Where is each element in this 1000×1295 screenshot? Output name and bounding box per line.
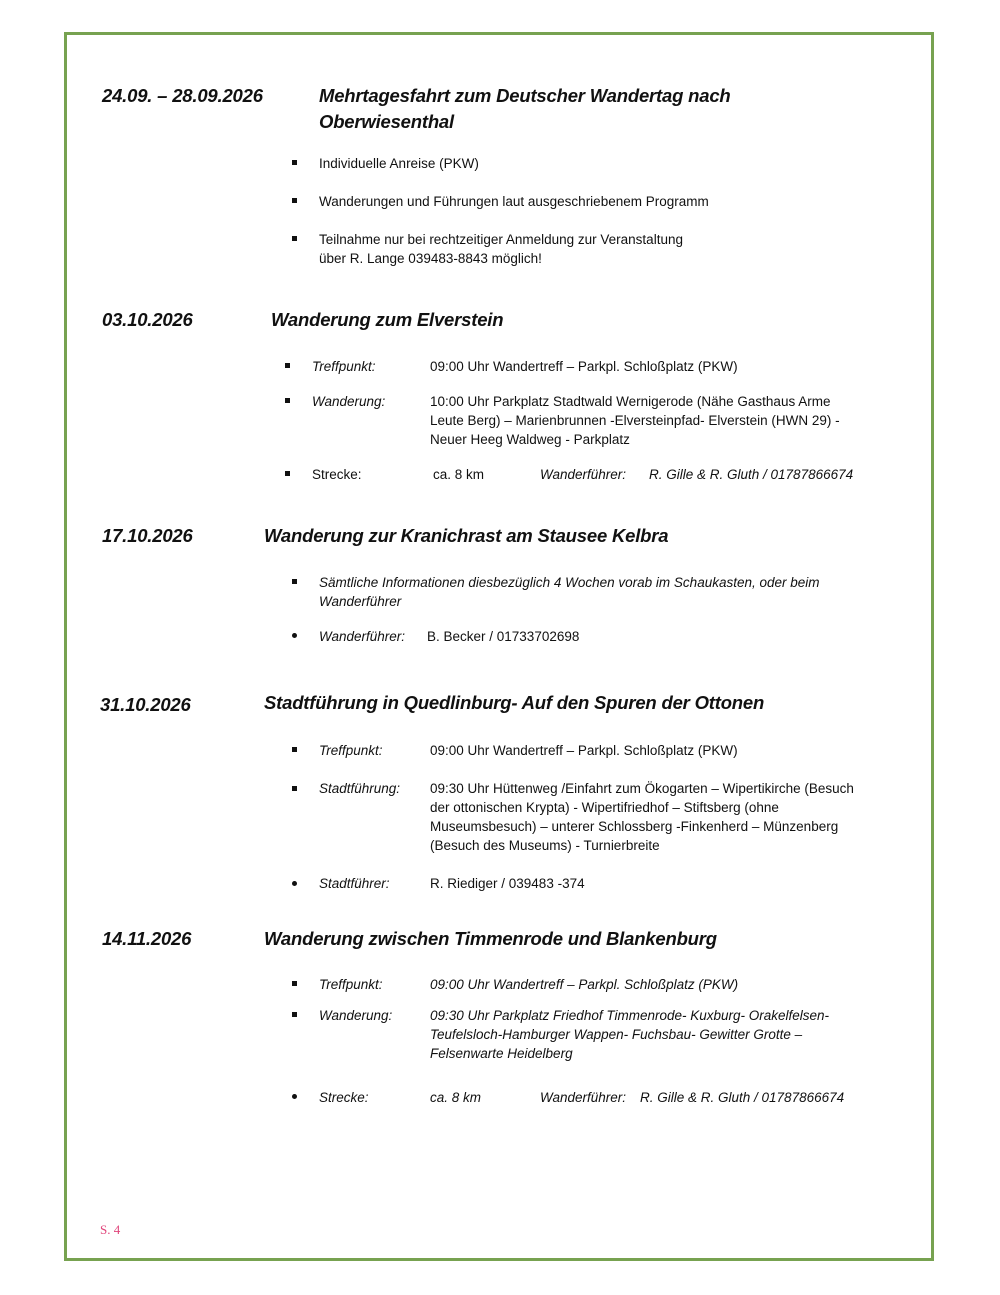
item-label: Stadtführer: (319, 876, 390, 891)
item-value: 09:00 Uhr Wandertreff – Parkpl. Schloßplatz (PKW) (430, 359, 738, 374)
event-title: Stadtführung in Quedlinburg- Auf den Spuren der Ottonen (264, 692, 765, 713)
event-date: 24.09. – 28.09.2026 (102, 85, 263, 106)
square-bullet-icon (292, 198, 297, 203)
page-number: S. 4 (100, 1222, 121, 1237)
list-item: Individuelle Anreise (PKW) (319, 156, 479, 171)
guide-label: Wanderführer: (540, 467, 627, 482)
event-title-continued: Oberwiesenthal (319, 111, 454, 132)
item-value: ca. 8 km (430, 1090, 482, 1105)
item-label: Wanderführer: (319, 629, 406, 644)
item-value: 09:00 Uhr Wandertreff – Parkpl. Schloßplatz (PKW) (430, 743, 738, 758)
item-value: (Besuch des Museums) - Turnierbreite (430, 838, 660, 853)
square-bullet-icon (292, 786, 297, 791)
item-value: B. Becker / 01733702698 (427, 629, 580, 644)
round-bullet-icon (292, 1094, 297, 1099)
round-bullet-icon (292, 881, 297, 886)
square-bullet-icon (292, 747, 297, 752)
item-value: 10:00 Uhr Parkplatz Stadtwald Wernigerode (Nähe Gasthaus Arme (430, 394, 831, 409)
list-item-continued: Wanderführer (319, 594, 402, 609)
event-date: 17.10.2026 (102, 525, 193, 546)
guide-value: R. Gille & R. Gluth / 01787866674 (640, 1090, 845, 1105)
list-item: Wanderungen und Führungen laut ausgeschriebenem Programm (319, 194, 709, 209)
guide-label: Wanderführer: (540, 1090, 627, 1105)
event-title: Wanderung zum Elverstein (271, 309, 504, 330)
item-value: 09:00 Uhr Wandertreff – Parkpl. Schloßplatz (PKW) (430, 977, 739, 992)
square-bullet-icon (292, 236, 297, 241)
square-bullet-icon (285, 398, 290, 403)
item-value: Neuer Heeg Waldweg - Parkplatz (430, 432, 630, 447)
round-bullet-icon (292, 633, 297, 638)
item-value: Leute Berg) – Marienbrunnen -Elversteinpfad- Elverstein (HWN 29) - (430, 413, 840, 428)
item-value: der ottonischen Krypta) - Wipertifriedhof – Stiftsberg (ohne (430, 800, 779, 815)
item-value: R. Riediger / 039483 -374 (430, 876, 585, 891)
event-date: 03.10.2026 (102, 309, 193, 330)
item-label: Wanderung: (312, 394, 386, 409)
item-value: 09:30 Uhr Parkplatz Friedhof Timmenrode- Kuxburg- Orakelfelsen- (430, 1008, 830, 1023)
item-label: Treffpunkt: (319, 977, 383, 992)
list-item: Sämtliche Informationen diesbezüglich 4 Wochen vorab im Schaukasten, oder beim (319, 575, 820, 590)
item-value: Teufelsloch-Hamburger Wappen- Fuchsbau- Gewitter Grotte – (430, 1027, 803, 1042)
item-label: Treffpunkt: (312, 359, 376, 374)
event-title: Wanderung zwischen Timmenrode und Blankenburg (264, 928, 717, 949)
item-value: 09:30 Uhr Hüttenweg /Einfahrt zum Ökogarten – Wipertikirche (Besuch (430, 781, 854, 796)
item-label: Wanderung: (319, 1008, 393, 1023)
square-bullet-icon (285, 471, 290, 476)
square-bullet-icon (292, 579, 297, 584)
event-date: 14.11.2026 (102, 928, 192, 949)
item-value: Felsenwarte Heidelberg (430, 1046, 573, 1061)
list-item-continued: über R. Lange 039483-8843 möglich! (319, 251, 542, 266)
item-label: Treffpunkt: (319, 743, 383, 758)
item-label: Stadtführung: (319, 781, 401, 796)
event-title: Mehrtagesfahrt zum Deutscher Wandertag nach (319, 85, 731, 106)
square-bullet-icon (292, 981, 297, 986)
item-label: Strecke: (312, 467, 362, 482)
event-title: Wanderung zur Kranichrast am Stausee Kelbra (264, 525, 669, 546)
list-item: Teilnahme nur bei rechtzeitiger Anmeldung zur Veranstaltung (319, 232, 683, 247)
square-bullet-icon (285, 363, 290, 368)
item-value: ca. 8 km (433, 467, 485, 482)
square-bullet-icon (292, 1012, 297, 1017)
guide-value: R. Gille & R. Gluth / 01787866674 (649, 467, 854, 482)
square-bullet-icon (292, 160, 297, 165)
item-label: Strecke: (319, 1090, 369, 1105)
page-border (64, 32, 934, 1261)
event-date: 31.10.2026 (100, 694, 191, 715)
item-value: Museumsbesuch) – unterer Schlossberg -Finkenherd – Münzenberg (430, 819, 839, 834)
